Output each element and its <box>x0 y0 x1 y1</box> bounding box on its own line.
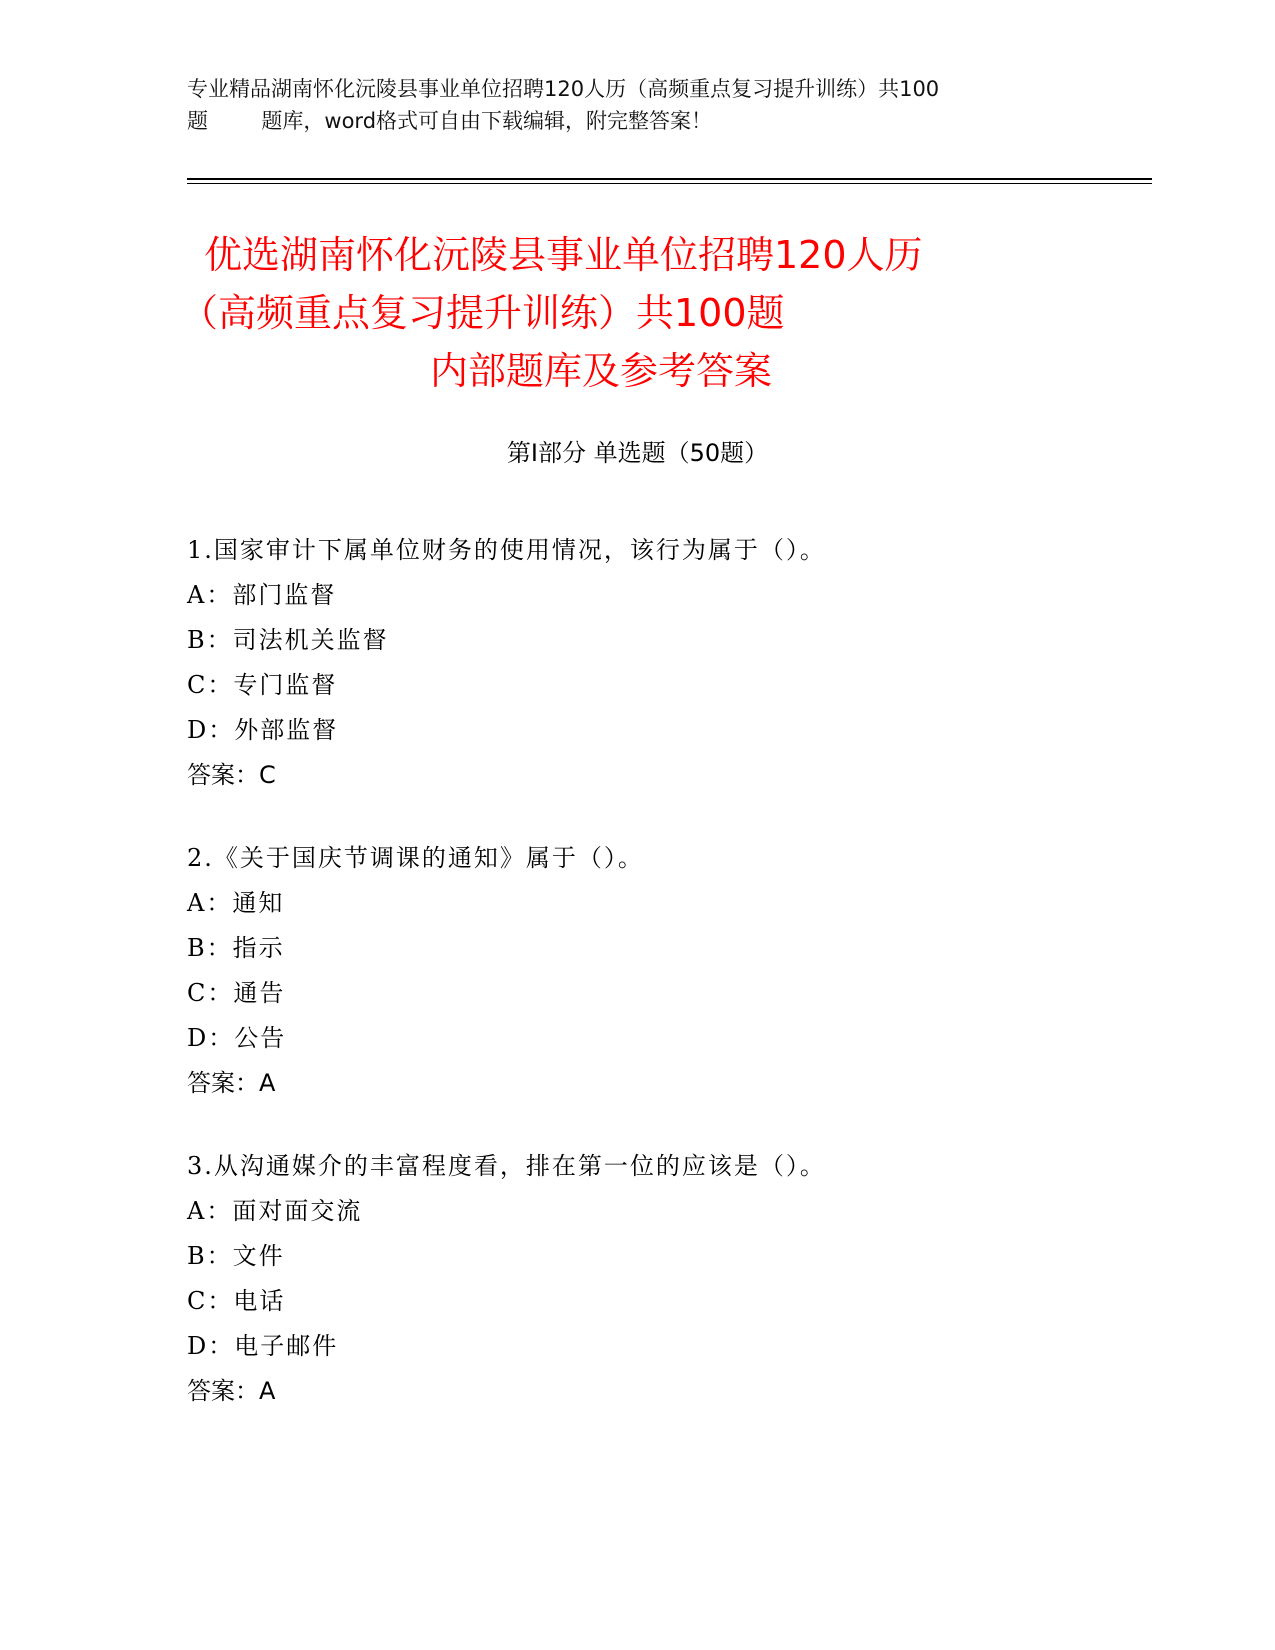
option-a: A：面对面交流 <box>187 1197 363 1225</box>
question-list <box>187 528 1147 1452</box>
option-b: B：司法机关监督 <box>187 626 389 654</box>
option-a: A：部门监督 <box>187 581 337 609</box>
header-divider-thick <box>187 178 1152 180</box>
question-stem: 1.国家审计下属单位财务的使用情况，该行为属于（）。 <box>187 536 826 564</box>
answer-line: 答案：A <box>187 1377 276 1405</box>
document-title <box>180 226 1100 400</box>
option-b: B：文件 <box>187 1242 285 1270</box>
question-2 <box>187 836 1147 1106</box>
option-d: D：外部监督 <box>187 716 339 744</box>
option-c: C：专门监督 <box>187 671 338 699</box>
question-stem: 3.从沟通媒介的丰富程度看，排在第一位的应该是（）。 <box>187 1152 826 1180</box>
question-stem: 2.《关于国庆节调课的通知》属于（）。 <box>187 844 644 872</box>
title-line-3: 内部题库及参考答案 <box>430 349 773 393</box>
document-header-note <box>187 73 1087 137</box>
answer-line: 答案：C <box>187 761 276 789</box>
header-note-line-2: 题 题库，word格式可自由下载编辑，附完整答案！ <box>187 109 713 133</box>
option-b: B：指示 <box>187 934 285 962</box>
option-c: C：电话 <box>187 1287 286 1315</box>
question-3 <box>187 1144 1147 1414</box>
option-c: C：通告 <box>187 979 286 1007</box>
section-heading: 第Ⅰ部分 单选题（50题） <box>506 439 769 467</box>
header-divider-thin <box>187 183 1152 184</box>
title-line-2: （高频重点复习提升训练）共100题 <box>180 291 785 335</box>
header-note-line-1: 专业精品湖南怀化沅陵县事业单位招聘120人历（高频重点复习提升训练）共100 <box>187 77 940 101</box>
option-d: D：电子邮件 <box>187 1332 339 1360</box>
answer-line: 答案：A <box>187 1069 276 1097</box>
question-1 <box>187 528 1147 798</box>
option-d: D：公告 <box>187 1024 287 1052</box>
option-a: A：通知 <box>187 889 285 917</box>
title-line-1: 优选湖南怀化沅陵县事业单位招聘120人历 <box>204 233 923 277</box>
